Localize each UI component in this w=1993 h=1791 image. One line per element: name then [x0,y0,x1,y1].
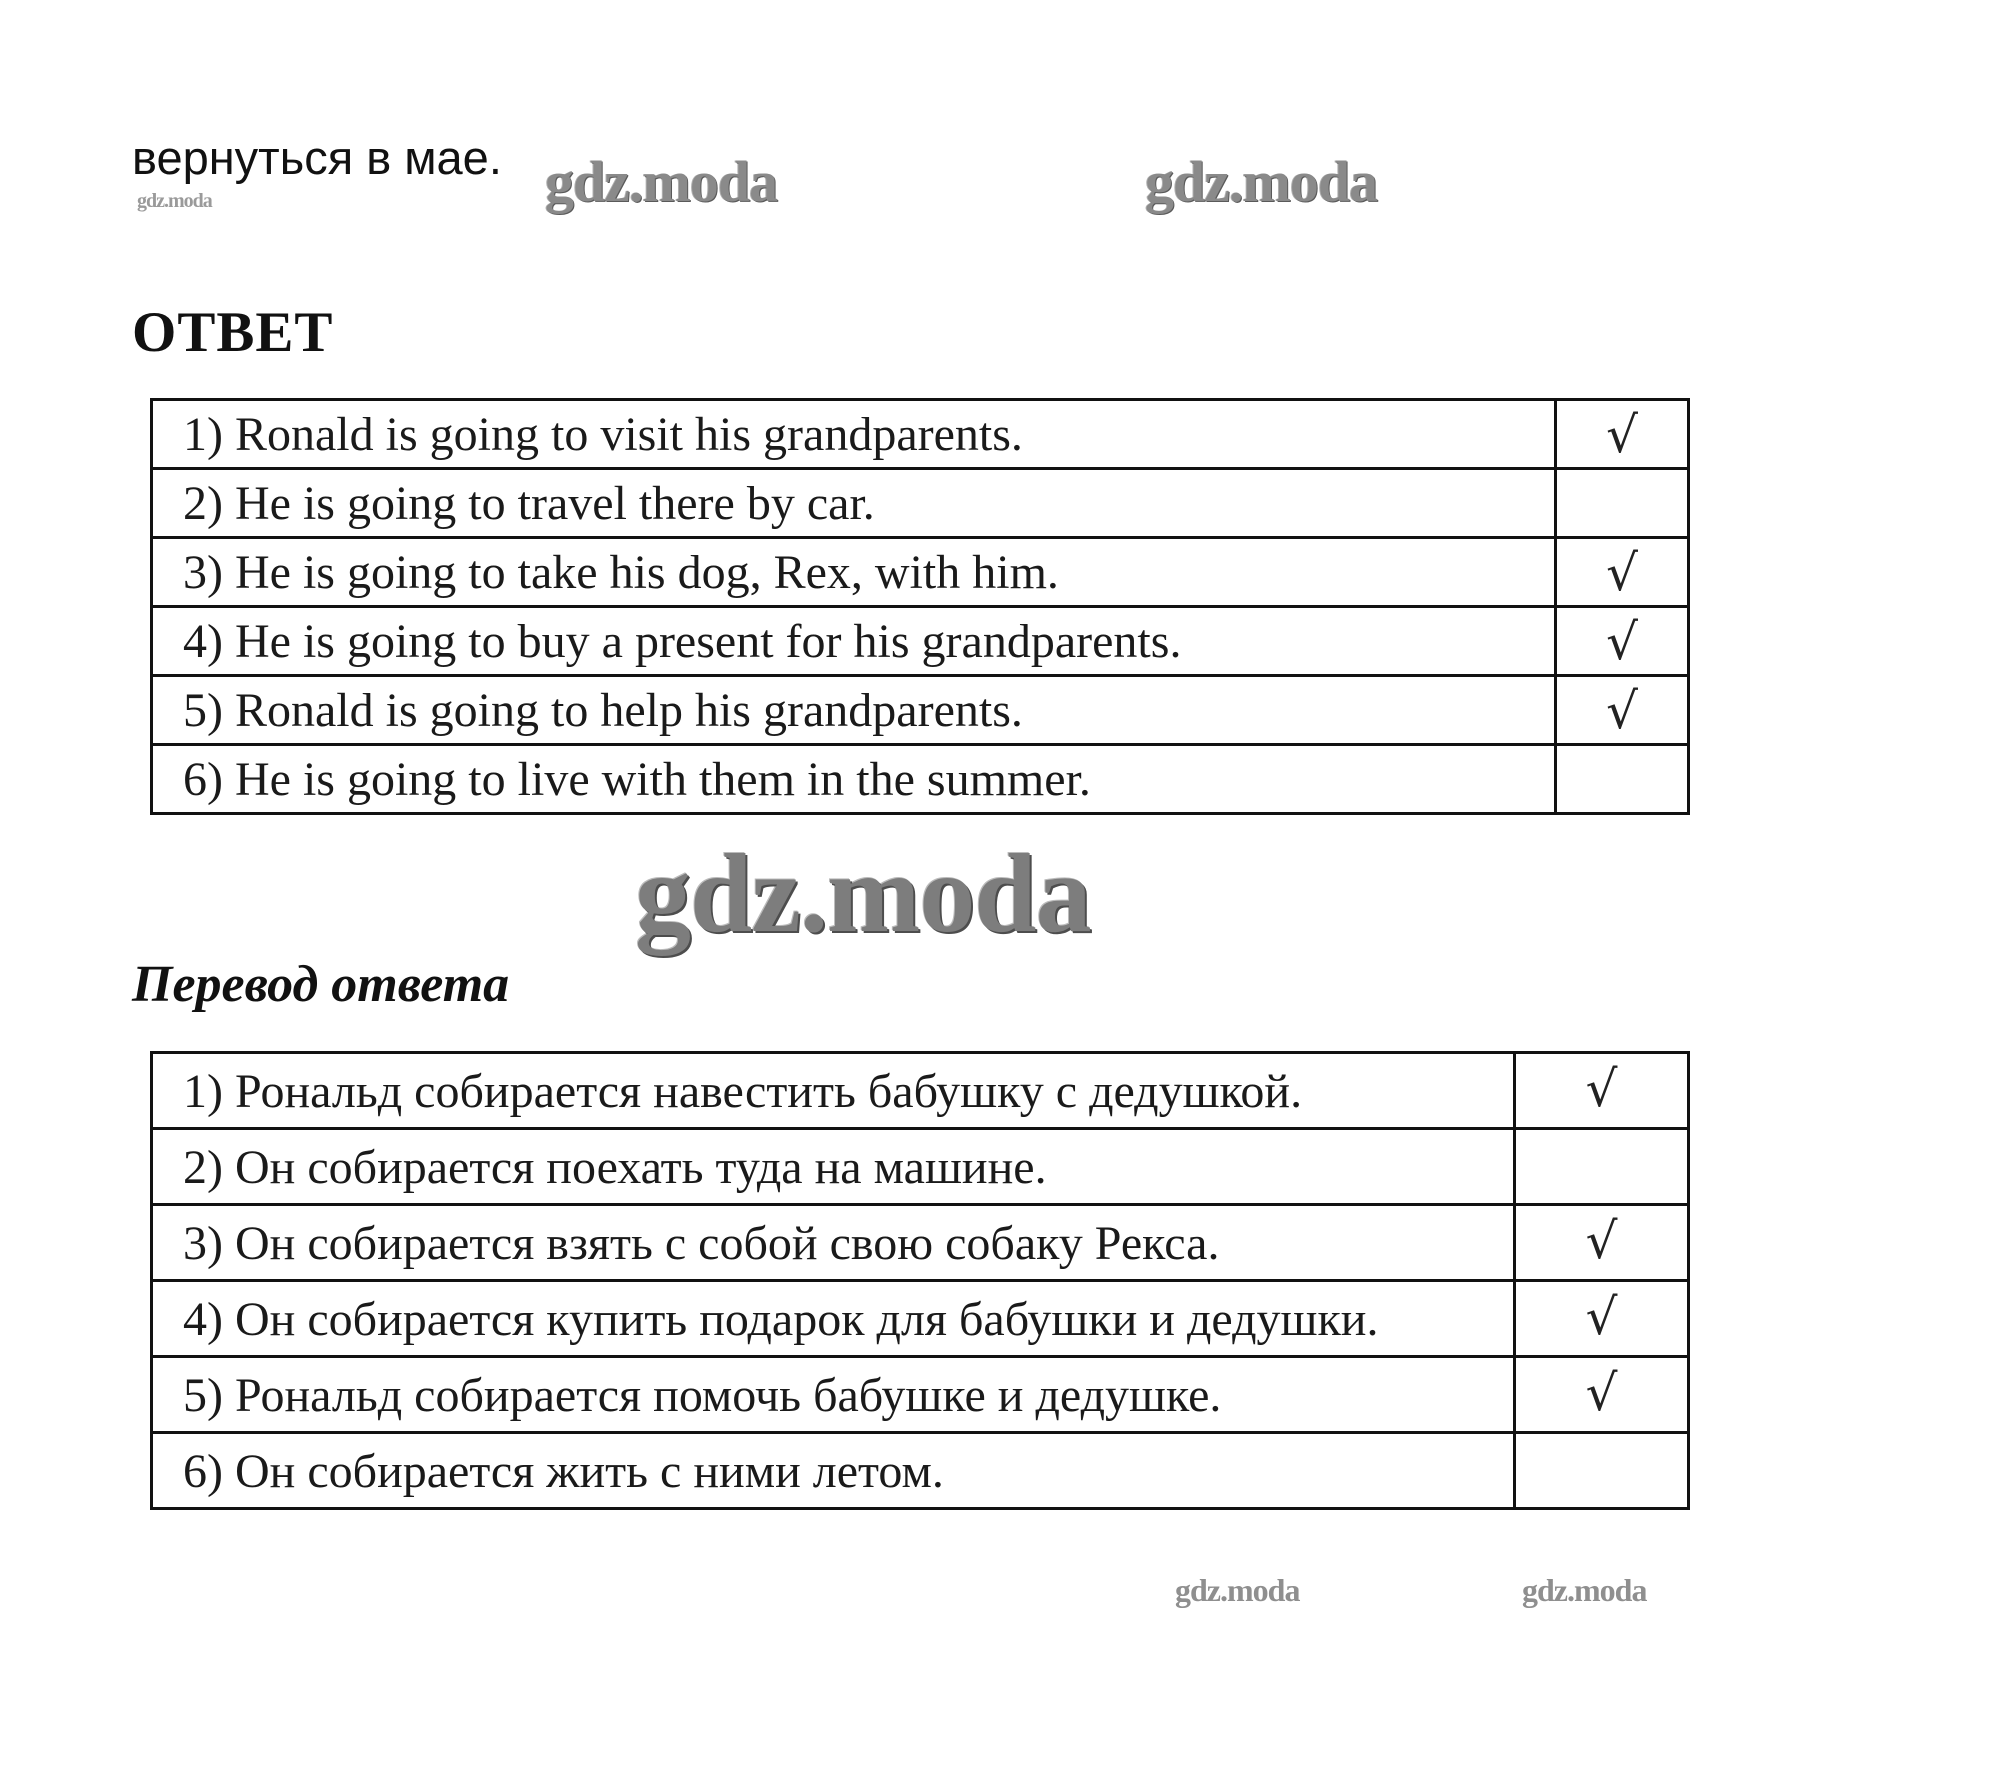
answer-heading: ОТВЕТ [132,301,334,364]
check-mark: √ [1515,1205,1689,1281]
table-row [152,676,1689,745]
check-mark: √ [1556,538,1689,607]
translation-text: 6) Он собирается жить с ними летом. [152,1433,1515,1509]
check-mark: √ [1515,1281,1689,1357]
table-row [152,1357,1689,1433]
check-mark: √ [1556,400,1689,469]
watermark-top-2: gdz.moda [1145,149,1378,214]
answer-table [150,398,1690,815]
table-row [152,469,1689,538]
answer-text: 3) He is going to take his dog, Rex, with him. [152,538,1556,607]
table-row [152,400,1689,469]
translation-table [150,1051,1690,1510]
check-mark [1556,745,1689,814]
table-row [152,745,1689,814]
table-row [152,1053,1689,1129]
translation-text: 2) Он собирается поехать туда на машине. [152,1129,1515,1205]
watermark-top-1: gdz.moda [545,149,778,214]
table-row [152,607,1689,676]
check-mark [1515,1129,1689,1205]
check-mark: √ [1556,676,1689,745]
translation-heading: Перевод ответа [132,956,510,1013]
translation-text: 5) Рональд собирается помочь бабушке и дедушке. [152,1357,1515,1433]
check-mark [1556,469,1689,538]
table-row [152,1433,1689,1509]
answer-text: 6) He is going to live with them in the summer. [152,745,1556,814]
table-row [152,538,1689,607]
translation-text: 4) Он собирается купить подарок для бабушки и дедушки. [152,1281,1515,1357]
watermark-bottom-1: gdz.moda [1175,1572,1300,1608]
check-mark: √ [1556,607,1689,676]
watermark-bottom-2: gdz.moda [1522,1572,1647,1608]
table-row [152,1281,1689,1357]
answer-text: 2) He is going to travel there by car. [152,469,1556,538]
translation-text: 1) Рональд собирается навестить бабушку с дедушкой. [152,1053,1515,1129]
table-row [152,1205,1689,1281]
watermark-small-top: gdz.moda [137,190,212,212]
table-row [152,1129,1689,1205]
check-mark: √ [1515,1357,1689,1433]
answer-text: 5) Ronald is going to help his grandparents. [152,676,1556,745]
check-mark [1515,1433,1689,1509]
intro-text: вернуться в мае. [132,131,502,184]
answer-text: 4) He is going to buy a present for his grandparents. [152,607,1556,676]
translation-text: 3) Он собирается взять с собой свою собаку Рекса. [152,1205,1515,1281]
check-mark: √ [1515,1053,1689,1129]
watermark-center: gdz.moda [635,832,1091,956]
answer-text: 1) Ronald is going to visit his grandparents. [152,400,1556,469]
